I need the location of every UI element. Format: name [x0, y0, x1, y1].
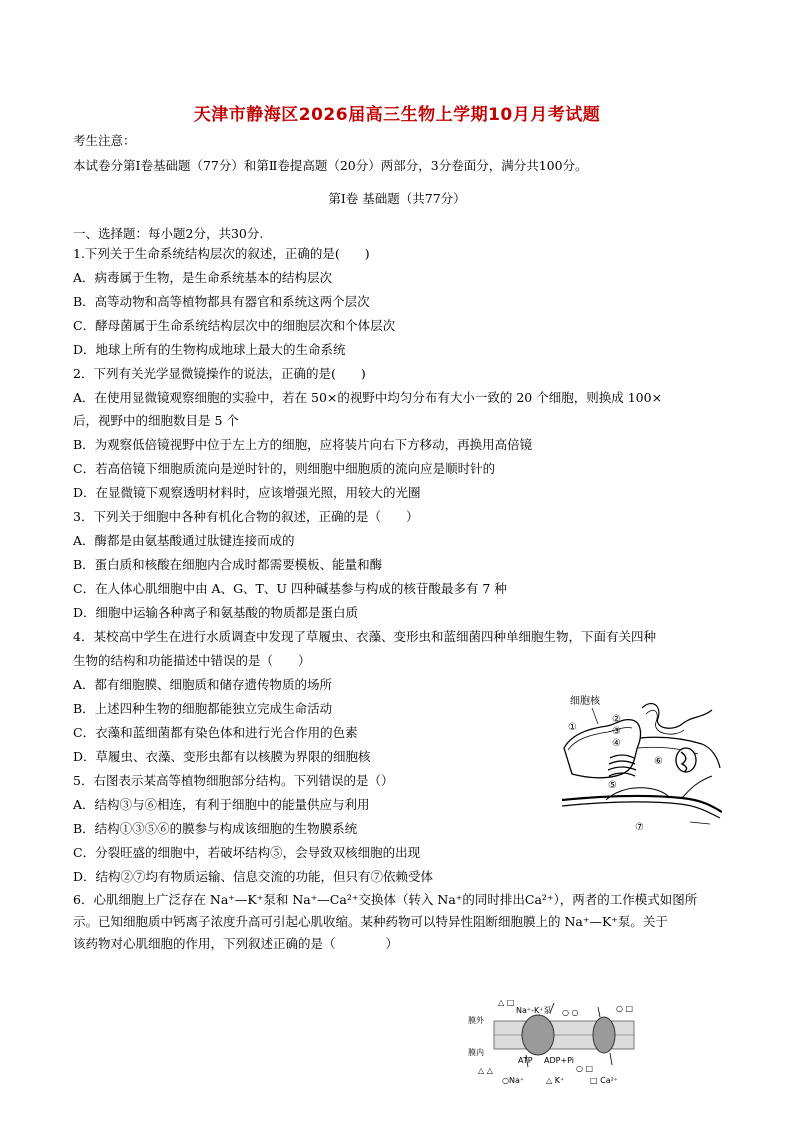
label-7: ⑦ — [635, 822, 644, 833]
q6-stem-line1: 6．心肌细胞上广泛存在 Na⁺—K⁺泵和 Na⁺—Ca²⁺交换体（转入 Na⁺的同时排出Ca²⁺），两者的工作模式如图所 — [73, 892, 698, 907]
label-3: ③ — [612, 726, 621, 737]
membrane-transport-svg — [466, 991, 646, 1087]
svg-text:○ ○: ○ ○ — [562, 1008, 579, 1017]
legend-k: △ K⁺ — [546, 1076, 565, 1085]
q1-option-b: B．高等动物和高等植物都具有器官和系统这两个层次 — [73, 294, 370, 309]
q5-option-b: B．结构①③⑤⑥的膜参与构成该细胞的生物膜系统 — [73, 821, 358, 836]
q2-option-a-line2: 后，视野中的细胞数目是 5 个 — [73, 413, 239, 428]
er-tube — [642, 703, 712, 728]
label-adp: ADP+Pi — [544, 1056, 575, 1065]
q3-option-a: A．酶都是由氨基酸通过肽键连接而成的 — [73, 533, 295, 548]
cell-wall — [562, 802, 720, 818]
label-5: ⑤ — [608, 780, 617, 791]
q1-option-a: A．病毒属于生物，是生命系统基本的结构层次 — [73, 270, 333, 285]
label-outside: 膜外 — [468, 1016, 484, 1025]
q2-stem: 2．下列有关光学显微镜操作的说法，正确的是( ) — [73, 366, 366, 381]
svg-text:△ □: △ □ — [498, 998, 515, 1007]
er-tube-inner — [646, 710, 684, 734]
label-4: ④ — [612, 738, 621, 749]
q2-option-a-line1: A．在使用显微镜观察细胞的实验中，若在 50×的视野中均匀分布有大小一致的 20 个细胞，则换成 100× — [73, 390, 663, 405]
label-nucleus: 细胞核 — [570, 696, 600, 707]
label-pump: Na⁺-K⁺泵 — [516, 1006, 552, 1015]
q5-option-d: D．结构②⑦均有物质运输、信息交流的功能，但只有⑦依赖受体 — [73, 869, 434, 884]
label-atp: ATP — [518, 1056, 533, 1065]
section-title: 第Ⅰ卷 基础题（共77分） — [328, 191, 466, 206]
na-k-pump — [522, 1015, 554, 1055]
na-ca-exchanger — [593, 1017, 615, 1053]
q5-stem: 5．右图表示某高等植物细胞部分结构。下列错误的是（） — [73, 773, 394, 788]
legend-ca: □ Ca²⁺ — [590, 1076, 619, 1085]
q4-option-d: D．草履虫、衣藻、变形虫都有以核膜为界限的细胞核 — [73, 749, 371, 764]
svg-text:○ □: ○ □ — [576, 1064, 594, 1073]
cell-structure-figure — [562, 688, 722, 838]
q1-option-c: C．酵母菌属于生命系统结构层次中的细胞层次和个体层次 — [73, 318, 396, 333]
q1-option-d: D．地球上所有的生物构成地球上最大的生命系统 — [73, 342, 346, 357]
q6-stem-line2: 示。已知细胞质中钙离子浓度升高可引起心肌收缩。某种药物可以特异性阻断细胞膜上的 Na⁺—K⁺泵。关于 — [73, 914, 668, 929]
q4-option-a: A．都有细胞膜、细胞质和储存遗传物质的场所 — [73, 677, 333, 692]
q3-option-d: D．细胞中运输各种离子和氨基酸的物质都是蛋白质 — [73, 605, 359, 620]
q2-option-b: B．为观察低倍镜视野中位于左上方的细胞，应将装片向右下方移动，再换用高倍镜 — [73, 437, 533, 452]
legend-na: ○Na⁺ — [502, 1076, 525, 1085]
label-6: ⑥ — [654, 756, 663, 767]
svg-text:○ □: ○ □ — [616, 1004, 634, 1013]
label-inside: 膜内 — [468, 1048, 484, 1057]
q2-option-c: C．若高倍镜下细胞质流向是逆时针的，则细胞中细胞质的流向应是顺时针的 — [73, 461, 496, 476]
nuclear-inner-membrane — [568, 727, 632, 750]
part-title: 一、选择题：每小题2分，共30分. — [73, 226, 264, 241]
q3-option-c: C．在人体心肌细胞中由 A、G、T、U 四种碱基参与构成的核苷酸最多有 7 种 — [73, 581, 507, 596]
q4-stem-line2: 生物的结构和功能描述中错误的是（ ） — [73, 653, 311, 668]
q4-stem-line1: 4．某校高中学生在进行水质调查中发现了草履虫、衣藻、变形虫和蓝细菌四种单细胞生物，下面有关四种 — [73, 629, 656, 644]
exam-title: 天津市静海区2026届高三生物上学期10月月考试题 — [193, 105, 601, 125]
notice-label: 考生注意： — [73, 133, 136, 148]
q3-option-b: B．蛋白质和核酸在细胞内合成时都需要模板、能量和酶 — [73, 557, 383, 572]
q5-option-a: A．结构③与⑥相连，有利于细胞中的能量供应与利用 — [73, 797, 370, 812]
label-2: ② — [612, 714, 621, 725]
q4-option-c: C．衣藻和蓝细菌都有染色体和进行光合作用的色素 — [73, 725, 358, 740]
svg-text:△ △: △ △ — [478, 1066, 493, 1075]
q2-option-d: D．在显微镜下观察透明材料时，应该增强光照，用较大的光圈 — [73, 485, 421, 500]
notice-text: 本试卷分第Ⅰ卷基础题（77分）和第Ⅱ卷提高题（20分）两部分，3分卷面分，满分共100分。 — [73, 158, 588, 173]
label-1: ① — [568, 722, 577, 733]
q3-stem: 3．下列关于细胞中各种有机化合物的叙述，正确的是（ ） — [73, 509, 419, 524]
q6-stem-line3: 该药物对心肌细胞的作用，下列叙述正确的是（ ） — [73, 936, 399, 951]
membrane-transport-figure — [466, 991, 646, 1087]
q1-stem: 1.下列关于生命系统结构层次的叙述，正确的是( ) — [73, 246, 370, 261]
cell-structure-svg — [562, 688, 722, 838]
q4-option-b: B．上述四种生物的细胞都能独立完成生命活动 — [73, 701, 333, 716]
q5-option-c: C．分裂旺盛的细胞中，若破坏结构⑤，会导致双核细胞的出现 — [73, 845, 421, 860]
